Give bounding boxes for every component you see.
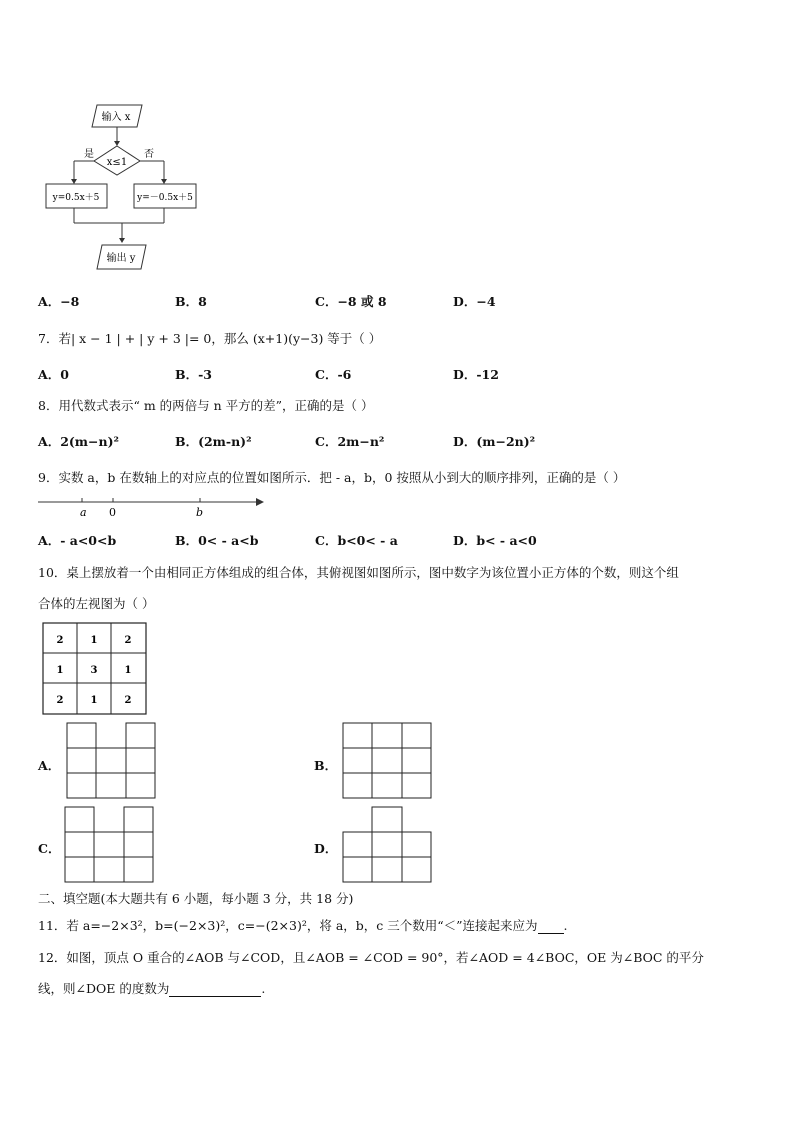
grid-cell: 1 — [56, 665, 64, 676]
q7-option-d: D．-12 — [453, 367, 499, 382]
grid-cell: 1 — [90, 635, 98, 646]
flowchart-input-text: 输入 x — [101, 112, 131, 123]
q10-option-d-label: D． — [314, 841, 338, 856]
q6-option-b: B．8 — [175, 294, 207, 309]
flowchart — [40, 95, 210, 275]
grid-cell: 2 — [56, 695, 64, 706]
q8-text: 8．用代数式表示“ m 的两倍与 n 平方的差”，正确的是（ ） — [38, 398, 374, 413]
section-heading: 二、填空题(本大题共有 6 小题，每小题 3 分，共 18 分) — [38, 891, 354, 906]
q7-option-b: B．-3 — [175, 367, 212, 382]
flowchart-output-text: 输出 y — [106, 253, 136, 264]
q10-option-d-figure — [342, 806, 434, 884]
q10-option-c-label: C． — [38, 841, 61, 856]
q11-period: . — [563, 918, 568, 933]
top-view-grid — [42, 622, 148, 716]
q9-option-b: B．0< - a<b — [175, 533, 259, 548]
flowchart-no-label: 否 — [144, 149, 154, 160]
axis-label-0: 0 — [109, 506, 116, 519]
flowchart-yes-label: 是 — [84, 149, 94, 160]
axis-label-a: a — [80, 506, 87, 519]
q6-option-d: D．−4 — [453, 294, 496, 309]
q7-option-a: A．0 — [38, 367, 69, 382]
q12-answer-blank[interactable] — [169, 981, 261, 997]
grid-cell: 1 — [90, 695, 98, 706]
q10-option-c-figure — [64, 806, 156, 884]
flowchart-input-box — [92, 105, 142, 127]
q9-text: 9．实数 a，b 在数轴上的对应点的位置如图所示．把 - a，b，0 按照从小到大的顺序排列，正确的是（ ） — [38, 470, 626, 485]
q10-option-b-label: B． — [314, 758, 338, 773]
q11-prompt: 11．若 a=−2×3²，b=(−2×3)²，c=−(2×3)²，将 a，b，c 三个数用“＜”连接起来应为 — [38, 918, 538, 933]
q10-option-b-figure — [342, 722, 434, 800]
flowchart-condition-text: x≤1 — [106, 157, 128, 168]
q10-line2: 合体的左视图为（ ） — [38, 596, 155, 611]
grid-cell: 2 — [56, 635, 64, 646]
q10-line1: 10．桌上摆放着一个由相同正方体组成的组合体，其俯视图如图所示，图中数字为该位置小正方体的个数，则这个组 — [38, 565, 679, 580]
q11-answer-blank[interactable] — [538, 918, 564, 934]
grid-cell: 2 — [124, 695, 132, 706]
q11-text — [38, 916, 568, 934]
q9-option-a: A．- a<0<b — [38, 533, 117, 548]
q12-line1: 12．如图，顶点 O 重合的∠AOB 与∠COD，且∠AOB = ∠COD = 90°，若∠AOD = 4∠BOC，OE 为∠BOC 的平分 — [38, 950, 704, 965]
q12-period: . — [261, 981, 266, 996]
grid-cell: 1 — [124, 665, 132, 676]
q9-option-d: D．b< - a<0 — [453, 533, 537, 548]
flowchart-left-process — [46, 184, 107, 208]
axis-label-b: b — [196, 506, 204, 519]
grid-cell: 2 — [124, 635, 132, 646]
flowchart-right-process — [134, 184, 196, 208]
grid-cell: 3 — [90, 665, 98, 676]
q6-option-c: C．−8 或 8 — [315, 294, 387, 309]
flowchart-left-formula: y=0.5x＋5 — [52, 193, 100, 203]
q6-option-a: A．−8 — [38, 294, 80, 309]
q10-option-a-label: A． — [38, 758, 61, 773]
q12-line2 — [38, 979, 265, 997]
flowchart-right-formula: y=－0.5x＋5 — [137, 193, 193, 203]
q10-option-a-figure — [66, 722, 158, 800]
flowchart-output-box — [97, 245, 146, 269]
q8-option-c: C．2m−n² — [315, 434, 385, 449]
q12-prompt: 线，则∠DOE 的度数为 — [38, 981, 170, 996]
q7-text: 7．若| x − 1 | + | y + 3 |= 0，那么 (x+1)(y−3) 等于（ ） — [38, 331, 382, 346]
number-line — [36, 494, 268, 520]
q9-option-c: C．b<0< - a — [315, 533, 398, 548]
q7-option-c: C．-6 — [315, 367, 352, 382]
q8-option-a: A．2(m−n)² — [38, 434, 119, 449]
q8-option-d: D．(m−2n)² — [453, 434, 536, 449]
flowchart-decision — [94, 146, 140, 175]
q8-option-b: B．(2m-n)² — [175, 434, 252, 449]
